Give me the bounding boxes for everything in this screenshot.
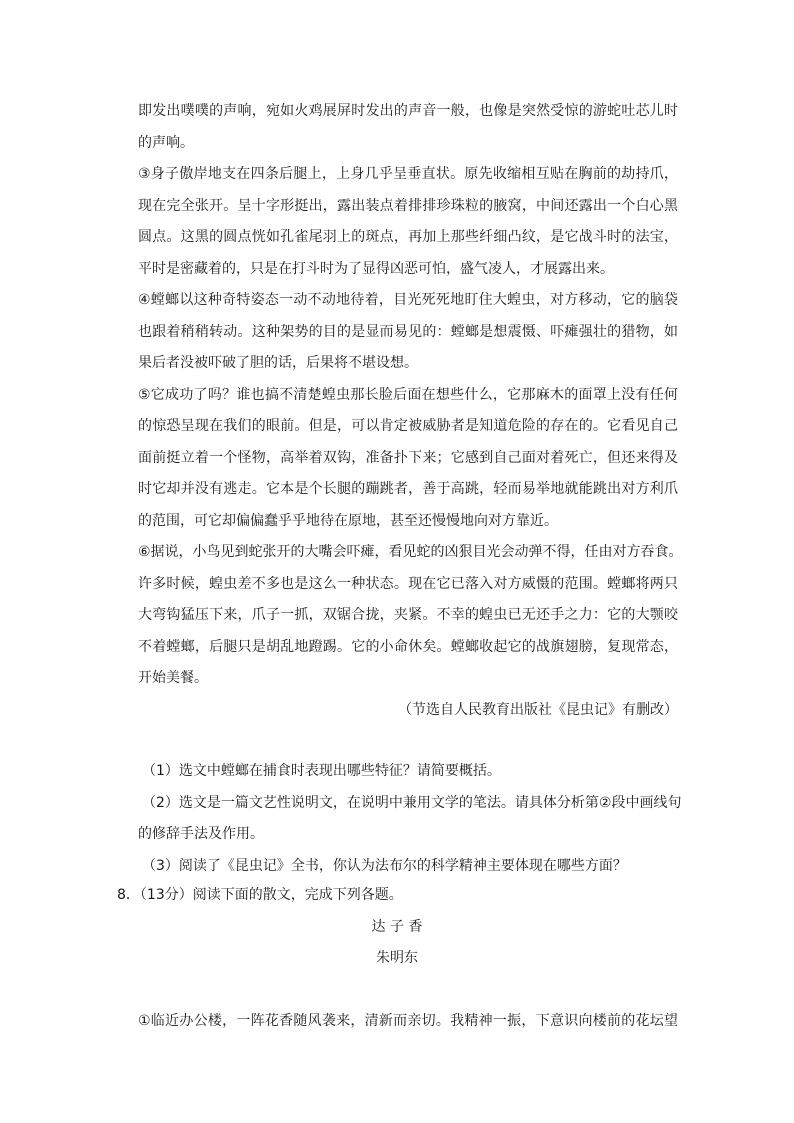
question-2: （2）选文是一篇文艺性说明文，在说明中兼用文学的笔法。请具体分析第②段中画线句 <box>142 795 682 811</box>
passage-line: 开始美餐。 <box>138 670 208 686</box>
question-3: （3）阅读了《昆虫记》全书，你认为法布尔的科学精神主要体现在哪些方面？ <box>142 858 627 874</box>
passage-line: 果后者没被吓破了胆的话，后果将不堪设想。 <box>138 355 418 371</box>
passage-line: 的惊恐呈现在我们的眼前。但是，可以肯定被威胁者是知道危险的存在的。它看见自己 <box>138 418 678 434</box>
section-8-header: 8．（13分）阅读下面的散文，完成下列各题。 <box>117 887 403 903</box>
passage-line: 的声响。 <box>138 135 194 151</box>
question-2-continued: 的修辞手法及作用。 <box>138 826 264 842</box>
passage-line: ⑤它成功了吗？谁也搞不清楚蝗虫那长脸后面在想些什么，它那麻木的面罩上没有任何 <box>138 387 678 403</box>
passage-line: 不着螳螂，后腿只是胡乱地蹬踢。它的小命休矣。螳螂收起它的战旗翅膀，复现常态， <box>138 639 678 655</box>
article-title: 达 子 香 <box>371 919 423 935</box>
passage-line: 的范围，可它却偏偏蠢乎乎地待在原地，甚至还慢慢地向对方靠近。 <box>138 513 558 529</box>
passage-source: （节选自人民教育出版社《昆虫记》有删改） <box>398 702 678 718</box>
passage-line: 大弯钩猛压下来，爪子一抓，双锯合拢，夹紧。不幸的蝗虫已无还手之力：它的大颚咬 <box>138 607 678 623</box>
passage-line: 现在完全张开。呈十字形挺出，露出装点着排排珍珠粒的腋窝，中间还露出一个白心黑 <box>138 198 678 214</box>
passage-line: ④螳螂以这种奇特姿态一动不动地待着，目光死死地盯住大蝗虫，对方移动，它的脑袋 <box>138 292 678 308</box>
passage-line: 平时是密藏着的，只是在打斗时为了显得凶恶可怕，盛气凌人，才展露出来。 <box>138 261 614 277</box>
passage-line: ⑥据说，小鸟见到蛇张开的大嘴会吓瘫，看见蛇的凶狠目光会动弹不得，任由对方吞食。 <box>138 544 683 560</box>
passage-line: 也跟着稍稍转动。这种架势的目的是显而易见的：螳螂是想震慑、吓瘫强壮的猎物，如 <box>138 324 678 340</box>
question-1: （1）选文中螳螂在捕食时表现出哪些特征？请简要概括。 <box>142 763 501 779</box>
passage-line: 许多时候，蝗虫差不多也是这么一种状态。现在它已落入对方威慑的范围。螳螂将两只 <box>138 576 678 592</box>
article-first-line: ①临近办公楼，一阵花香随风袭来，清新而亲切。我精神一振，下意识向楼前的花坛望 <box>138 1013 678 1029</box>
passage-line: 即发出噗噗的声响，宛如火鸡展屏时发出的声音一般，也像是突然受惊的游蛇吐芯儿时 <box>138 103 678 119</box>
passage-line: 时它却并没有逃走。它本是个长腿的蹦跳者，善于高跳，轻而易举地就能跳出对方利爪 <box>138 481 678 497</box>
passage-line: ③身子傲岸地支在四条后腿上，上身几乎呈垂直状。原先收缩相互贴在胸前的劫持爪， <box>138 166 678 182</box>
passage-line: 面前挺立着一个怪物，高举着双钩，准备扑下来；它感到自己面对着死亡，但还来得及 <box>138 450 678 466</box>
article-author: 朱明东 <box>376 950 418 966</box>
passage-line: 圆点。这黑的圆点恍如孔雀尾羽上的斑点，再加上那些纤细凸纹，是它战斗时的法宝， <box>138 229 678 245</box>
